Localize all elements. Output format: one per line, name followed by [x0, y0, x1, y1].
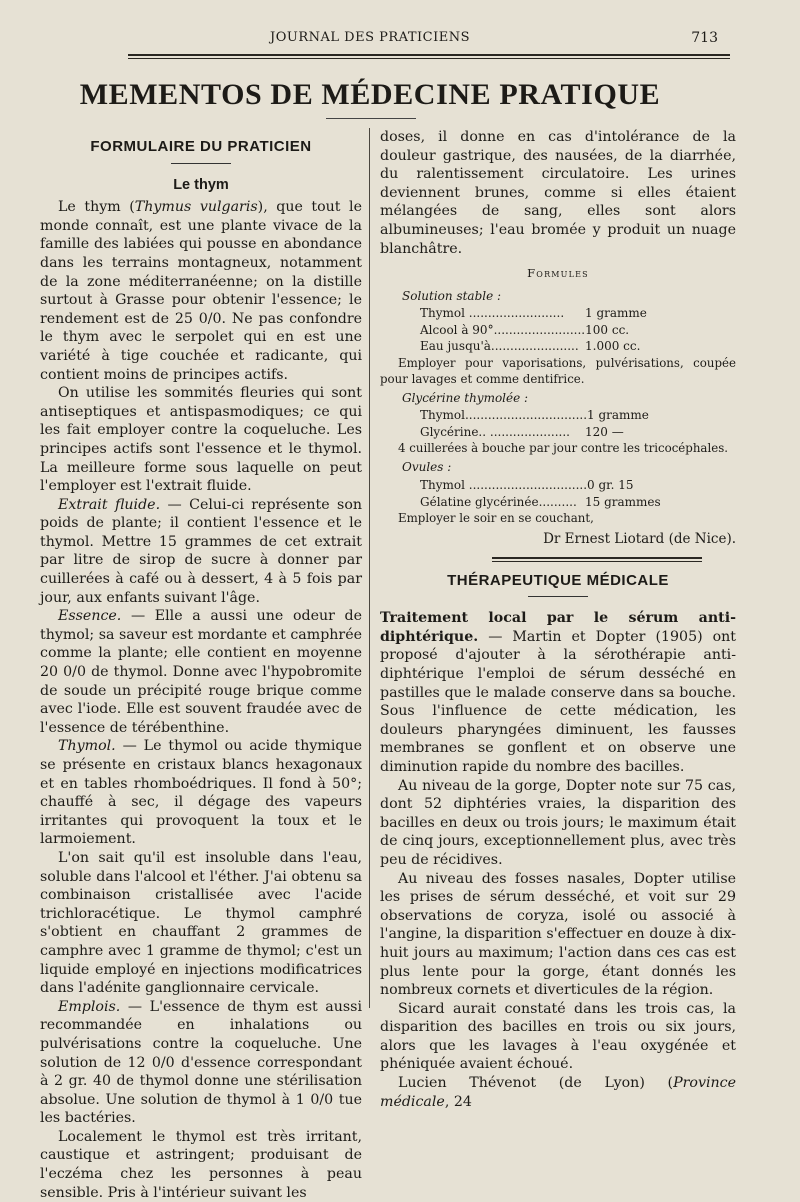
main-title: MEMENTOS DE MÉDECINE PRATIQUE	[79, 78, 661, 111]
recipe-line	[420, 407, 665, 424]
ingredient: Gélatine glycérinée..........	[420, 494, 577, 509]
article-title-serum: Traitement local par le sérum anti-diphtérique.	[380, 610, 736, 645]
separator-rule	[492, 557, 702, 559]
recipe-label: Solution stable :	[402, 288, 502, 303]
text: , 24	[444, 1093, 472, 1110]
ingredient: Eau jusqu'à.......................	[420, 339, 579, 354]
recipe-note: Employer pour vaporisations, pulvérisations, coupée pour lavages et comme dentifrice.	[380, 355, 736, 386]
author-signature: Dr Ernest Liotard (de Nice).	[543, 531, 736, 548]
text: — Elle a aussi une odeur de thymol; sa saveur est mordante et camphrée comme la plante; elle contient en moyenne 20 0/0 de thymol. Donne avec l'hypobromite de soude un précipité rouge brique comme avec l'iode. Elle est souvent fraudée avec de l'essence de térébenthine.	[40, 608, 362, 736]
title-ornament	[326, 118, 416, 119]
recipe-line	[420, 305, 665, 322]
recipe-label: Ovules :	[402, 460, 452, 475]
paragraph	[40, 496, 362, 608]
text: ), que tout le monde connaît, est une plante vivace de la famille des labiées qui pousse en abondance dans les terrains montagneux, notamment de la zone méditerranéenne; on la distille surtout à Grasse pour obtenir l'essence; le rendement est de 25 0/0. Ne pas confondre le thym avec le serpolet qui en est une variété à tige couchée et radicante, qui contient moins de principes actifs.	[40, 199, 362, 383]
recipe-note: 4 cuillerées à bouche par jour contre les tricocéphales.	[398, 441, 729, 456]
journal-title: JOURNAL DES PRATICIENS	[270, 30, 470, 45]
recipe-line	[420, 477, 665, 494]
paragraph	[40, 198, 362, 384]
section-rule	[171, 163, 231, 164]
formulas-heading: Formules	[527, 266, 589, 281]
ingredient: Glycérine.. .....................	[420, 424, 570, 439]
text: — Le thymol ou acide thymique se présente en cristaux blancs hexagonaux et en tables rhomboédriques. Il fond à 50°; chauffé à sec, il dégage des vapeurs irritantes qui provoquent la toux et le larmoiement.	[40, 738, 362, 848]
page-number: 713	[691, 30, 718, 46]
recipe-line	[420, 338, 665, 355]
paragraph-label: Essence.	[58, 608, 122, 625]
recipe-line	[420, 494, 665, 511]
header-rule	[128, 54, 730, 56]
recipe-note: Employer le soir en se couchant,	[398, 511, 594, 526]
amount: 120 —	[585, 424, 624, 439]
ingredient: Thymol................................	[420, 408, 588, 423]
paragraph	[40, 607, 362, 737]
amount: 15 grammes	[585, 494, 661, 509]
paragraph-label: Thymol.	[58, 738, 116, 755]
paragraph-label: Extrait fluide.	[58, 496, 161, 513]
paragraph: Localement le thymol est très irritant, caustique et astringent; produisant de l'eczéma chez les personnes à peau sensible. Pris à l'intérieur suivant les	[40, 1128, 362, 1201]
paragraph: doses, il donne en cas d'intolérance de la douleur gastrique, des nausées, de la diarrhée, du ralentissement circulatoire. Les urines deviennent brunes, comme si elles étaient mélangées de sang, elles sont alors albumineuses; l'eau bromée y produit un nuage blanchâtre.	[380, 129, 736, 257]
amount: 1 gramme	[587, 408, 649, 423]
separator-rule-thin	[492, 561, 702, 562]
amount: 1.000 cc.	[585, 339, 641, 354]
text: — L'essence de thym est aussi recommandée en inhalations ou pulvérisations contre la coqueluche. Une solution de 12 0/0 d'essence correspondant à 2 gr. 40 de thymol donne une stérilisation absolue. Une solution de thymol à 1 0/0 tue les bactéries.	[40, 998, 362, 1127]
paragraph: Sicard aurait constaté dans les trois cas, la disparition des bacilles en trois ou six jours, alors que les lavages à l'eau oxygénée et phéniquée avaient échoué.	[380, 1000, 736, 1073]
ingredient: Thymol .........................	[420, 306, 565, 321]
amount: 100 cc.	[585, 322, 630, 337]
paragraph-label: Emplois.	[58, 998, 121, 1015]
paragraph: L'on sait qu'il est insoluble dans l'eau, soluble dans l'alcool et l'éther. J'ai obtenu sa combinaison cristallisée avec l'acide trichloracétique. Le thymol camphré s'obtient en chauffant 2 grammes de camphre avec 1 gramme de thymol; c'est un liquide employé en injections modificatrices dans l'adénite ganglionnaire cervicale.	[40, 849, 362, 997]
section-title-formulaire: FORMULAIRE DU PRATICIEN	[90, 138, 312, 155]
ingredient: Thymol ...............................	[420, 478, 588, 493]
text: — Celui-ci représente son poids de plante; il contient l'essence et le thymol. Mettre 15 grammes de cet extrait par litre de sirop de sucre à donner par cuillerées à café ou à dessert, 4 à 5 fois par jour, aux enfants suivant l'âge.	[40, 496, 362, 606]
left-column	[40, 138, 362, 1202]
column-divider	[369, 128, 370, 1008]
paragraph: Au niveau des fosses nasales, Dopter utilise les prises de sérum desséché, et voit sur 29 observations de coryza, isolé ou associé à l'angine, la disparition s'effectuer en douze à dix-huit jours au maximum; l'action dans ces cas est plus lente pour la gorge, étant donnés les nombreux cornets et diverticules de la région.	[380, 870, 736, 999]
section-rule	[528, 596, 588, 597]
right-column	[380, 128, 736, 1111]
text: Lucien Thévenot (de Lyon) (	[398, 1075, 674, 1092]
paragraph	[40, 998, 362, 1128]
text: Le thym (	[58, 199, 135, 216]
paragraph: Au niveau de la gorge, Dopter note sur 75 cas, dont 52 diphtéries vraies, la disparition des bacilles en deux ou trois jours; le maximum était de cinq jours, exceptionnellement plus, avec très peu de récidives.	[380, 777, 736, 868]
section-title-therapeutique: THÉRAPEUTIQUE MÉDICALE	[447, 571, 669, 589]
recipe-line	[420, 424, 665, 441]
paragraph	[380, 609, 736, 776]
paragraph	[380, 1074, 736, 1111]
paragraph	[40, 737, 362, 849]
journal-citation: Province médicale	[380, 1075, 736, 1110]
header-rule-thin	[128, 58, 730, 59]
recipe-label: Glycérine thymolée :	[402, 390, 529, 405]
running-head	[0, 30, 800, 50]
amount: 1 gramme	[585, 306, 647, 321]
paragraph: On utilise les sommités fleuries qui sont antiseptiques et antispasmodiques; ce qui les fait employer contre la coqueluche. Les principes actifs sont l'essence et le thymol. La meilleure forme sous laquelle on peut l'employer est l'extrait fluide.	[40, 385, 362, 495]
recipe-line	[420, 322, 665, 339]
article-title-thym: Le thym	[173, 176, 229, 193]
amount: 0 gr. 15	[587, 478, 634, 493]
ingredient: Alcool à 90°........................	[420, 322, 586, 337]
text: — Martin et Dopter (1905) ont proposé d'ajouter à la sérothérapie anti-diphtérique l'emploi de sérum desséché en pastilles que le malade conserve dans sa bouche. Sous l'influence de cette médication, les douleurs pharyngées diminuent, les fausses membranes se gonflent et on observe une diminution rapide du nombre des bacilles.	[380, 628, 736, 775]
latin-name: Thymus vulgaris	[134, 199, 258, 216]
